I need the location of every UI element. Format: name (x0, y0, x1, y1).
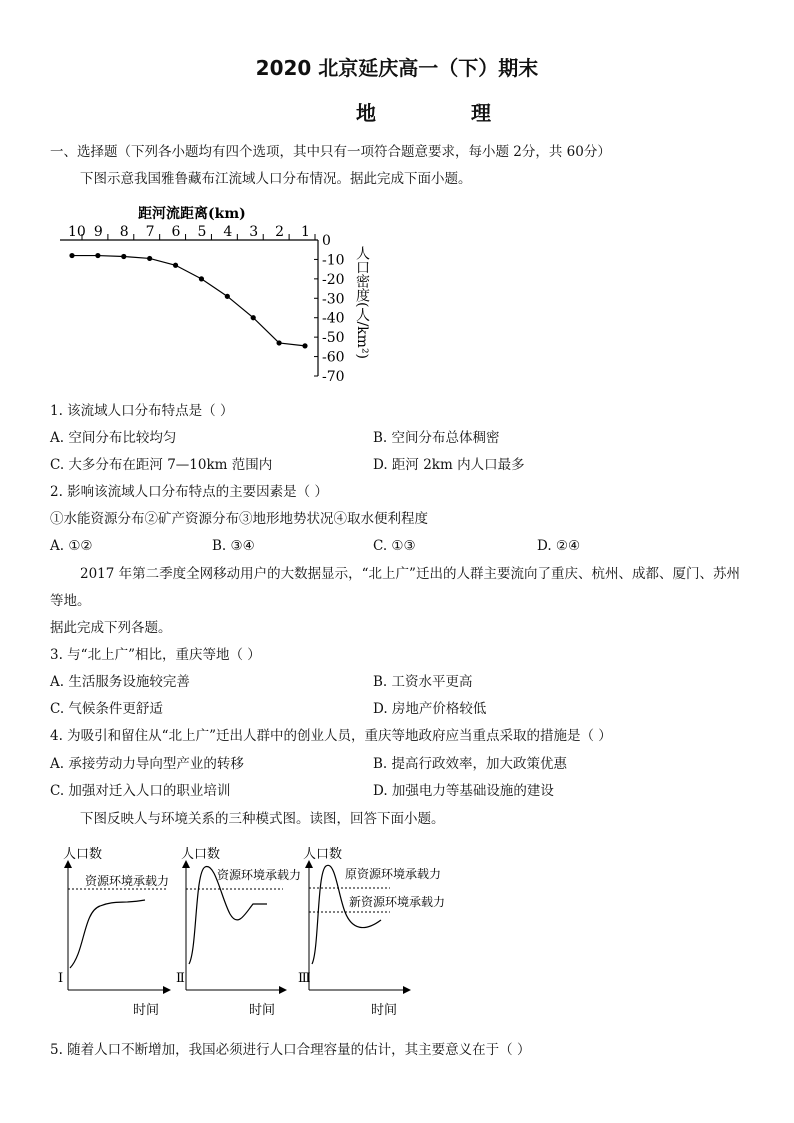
q3-option-b: B. 工资水平更高 (373, 674, 473, 690)
intro-model-figure: 下图反映人与环境关系的三种模式图。读图，回答下面小题。 (80, 811, 445, 827)
x-tick-label: 8 (119, 224, 129, 240)
model-1-ylabel: 人口数 (63, 847, 103, 862)
y-axis-label: 人口密度(人/km²) (354, 246, 370, 360)
q1-option-c: C. 大多分布在距河 7—10km 范围内 (50, 457, 273, 473)
model-2 (176, 846, 301, 1018)
model-3-old-capacity-label: 原资源环境承载力 (345, 867, 442, 881)
data-point (95, 253, 100, 258)
model-3-label: Ⅲ (298, 971, 311, 986)
page-title: 2020 北京延庆高一（下）期末 (255, 56, 539, 80)
model-1 (58, 846, 169, 1018)
series-line (72, 256, 305, 346)
q1-option-b: B. 空间分布总体稠密 (373, 430, 500, 446)
question-1-stem: 1. 该流域人口分布特点是（ ） (50, 403, 234, 419)
q2-option-a: A. ①② (50, 538, 93, 554)
q4-option-c: C. 加强对迁入人口的职业培训 (50, 783, 231, 799)
q2-option-b: B. ③④ (212, 538, 255, 554)
data-point (277, 340, 282, 345)
q3-option-a: A. 生活服务设施较完善 (50, 674, 190, 690)
population-environment-models (55, 842, 465, 1022)
data-point (121, 254, 126, 259)
q4-option-a: A. 承接劳动力导向型产业的转移 (50, 756, 244, 772)
model-2-ylabel: 人口数 (181, 847, 221, 862)
x-tick-label: 5 (197, 224, 207, 240)
q2-option-d: D. ②④ (537, 538, 581, 554)
q2-statements: ①水能资源分布②矿产资源分布③地形地势状况④取水便利程度 (50, 511, 428, 527)
model-1-curve (70, 900, 145, 968)
y-tick-label: -20 (322, 271, 345, 288)
passage-line-1: 2017 年第二季度全网移动用户的大数据显示，“北上广”迁出的人群主要流向了重庆、杭州、成都、厦门、苏州 (80, 566, 740, 582)
chart-title: 距河流距离(km) (138, 206, 246, 222)
q4-option-b: B. 提高行政效率，加大政策优惠 (373, 756, 568, 772)
data-point (225, 294, 230, 299)
data-point (147, 256, 152, 261)
x-tick-label: 9 (93, 224, 103, 240)
y-tick-label: -50 (322, 330, 345, 347)
x-tick-label: 6 (171, 224, 181, 240)
q1-option-d: D. 距河 2km 内人口最多 (373, 457, 525, 473)
y-tick-label: -40 (322, 310, 345, 327)
section-heading: 一、选择题（下列各小题均有四个选项，其中只有一项符合题意要求，每小题 2分，共 60分） (50, 144, 611, 160)
x-tick-label: 3 (249, 224, 259, 240)
model-3-xlabel: 时间 (371, 1003, 398, 1018)
model-3-ylabel: 人口数 (303, 847, 343, 862)
question-2-stem: 2. 影响该流域人口分布特点的主要因素是（ ） (50, 484, 328, 500)
y-tick-label: -10 (322, 252, 345, 269)
y-tick-label: -30 (322, 291, 345, 308)
q2-option-c: C. ①③ (373, 538, 416, 554)
data-point (199, 276, 204, 281)
x-tick-label: 4 (223, 224, 233, 240)
x-tick-labels (68, 224, 315, 240)
model-1-xlabel: 时间 (133, 1003, 160, 1018)
model-2-label: Ⅱ (176, 971, 185, 986)
x-tick-label: 7 (145, 224, 155, 240)
x-tick-label: 10 (68, 224, 86, 240)
subject-title: 地 理 (356, 101, 535, 125)
data-point (302, 343, 307, 348)
x-tick-label: 1 (301, 224, 310, 240)
data-point (251, 315, 256, 320)
y-tick-label: 0 (322, 233, 331, 249)
model-1-label: Ⅰ (58, 971, 64, 986)
series-points (69, 253, 307, 349)
intro-paragraph: 下图示意我国雅鲁藏布江流域人口分布情况。据此完成下面小题。 (80, 171, 472, 187)
y-tick-label: -70 (322, 369, 345, 385)
x-tick-label: 2 (275, 224, 285, 240)
data-point (173, 263, 178, 268)
question-3-stem: 3. 与“北上广”相比，重庆等地（ ） (50, 647, 261, 663)
y-tick-label: -60 (322, 349, 345, 366)
model-3 (298, 846, 445, 1018)
model-2-xlabel: 时间 (249, 1003, 276, 1018)
q1-option-a: A. 空间分布比较均匀 (50, 430, 177, 446)
question-4-stem: 4. 为吸引和留住从“北上广”迁出人群中的创业人员，重庆等地政府应当重点采取的措施是（ ） (50, 728, 612, 744)
passage-line-2: 等地。 (50, 593, 91, 609)
q4-option-d: D. 加强电力等基础设施的建设 (373, 783, 554, 799)
population-density-chart (50, 198, 380, 388)
q3-option-d: D. 房地产价格较低 (373, 701, 487, 717)
passage-line-3: 据此完成下列各题。 (50, 620, 172, 636)
question-5-stem: 5. 随着人口不断增加，我国必须进行人口合理容量的估计，其主要意义在于（ ） (50, 1042, 531, 1058)
model-3-new-capacity-label: 新资源环境承载力 (349, 895, 446, 909)
q3-option-c: C. 气候条件更舒适 (50, 701, 163, 717)
data-point (69, 253, 74, 258)
model-1-capacity-label: 资源环境承载力 (85, 874, 170, 888)
model-2-capacity-label: 资源环境承载力 (217, 868, 302, 882)
